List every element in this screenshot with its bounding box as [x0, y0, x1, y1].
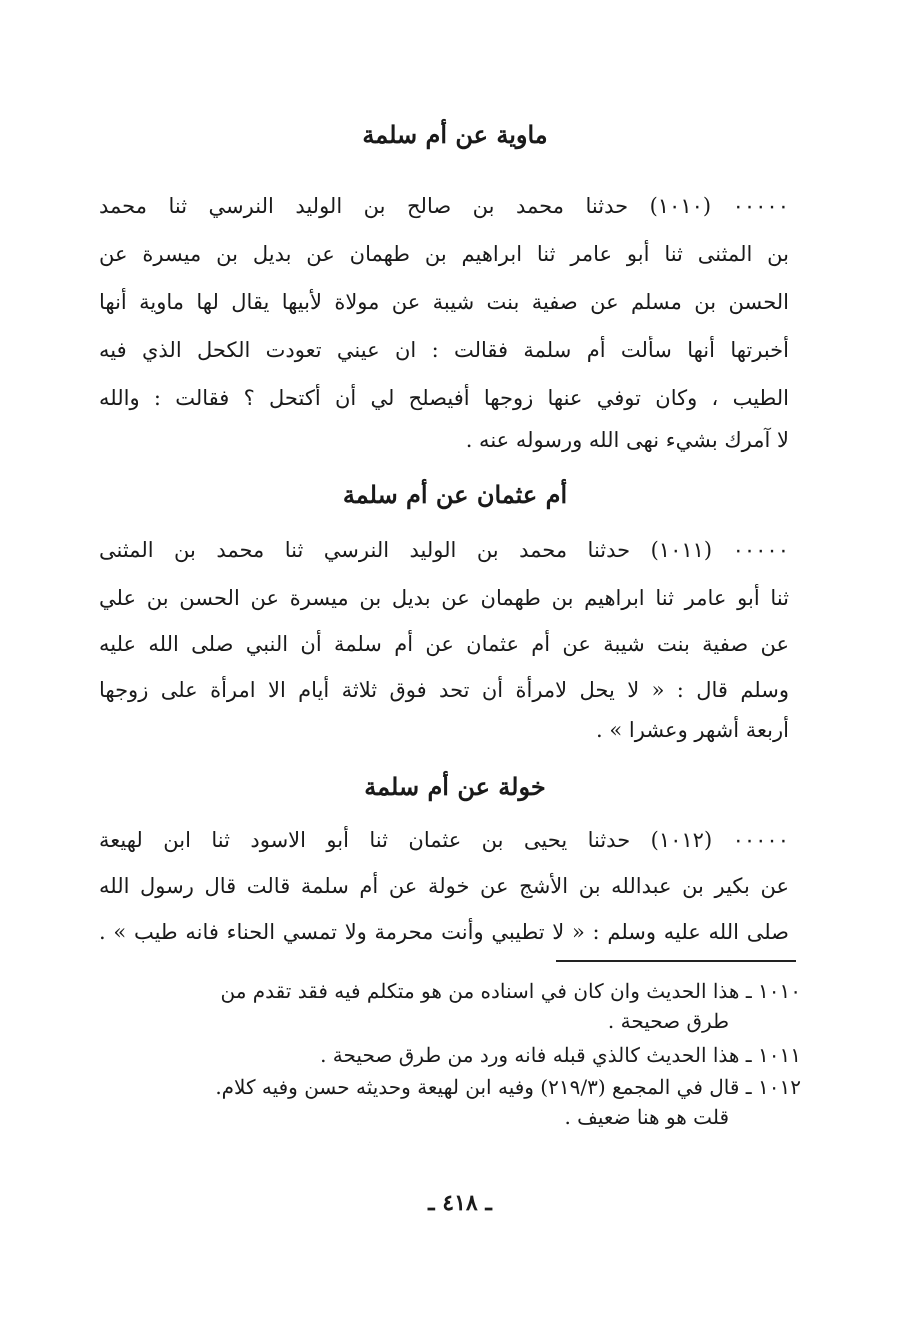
page-number: ـ ٤١٨ ـ: [428, 1190, 492, 1216]
section-title-khawla: خولة عن أم سلمة: [364, 772, 546, 801]
footnote-1010-line-1: ١٠١٠ ـ هذا الحديث وان كان في اسناده من هو متكلم فيه فقد تقدم من: [220, 979, 801, 1003]
section-title-mawiya: ماوية عن أم سلمة: [362, 120, 548, 149]
footnote-1012-line-1: ١٠١٢ ـ قال في المجمع (٢١٩/٣) وفيه ابن لهيعة وحديثه حسن وفيه كلام.: [215, 1075, 801, 1099]
hadith-1012-line-3: صلى الله عليه وسلم : « لا تطيبي وأنت محرمة ولا تمسي الحناء فانه طيب » .: [99, 920, 789, 944]
hadith-1010-line-4: أخبرتها أنها سألت أم سلمة فقالت : ان عيني تعودت الكحل الذي فيه: [99, 338, 789, 362]
hadith-1010-line-5: الطيب ، وكان توفي عنها زوجها أفيصلح لي أن أكتحل ؟ فقالت : والله: [99, 386, 789, 410]
hadith-1011-line-2: ثنا أبو عامر ثنا ابراهيم بن طهمان عن بديل بن ميسرة عن الحسن بن علي: [99, 586, 789, 610]
hadith-1010-line-2: بن المثنى ثنا أبو عامر ثنا ابراهيم بن طهمان عن بديل بن ميسرة عن: [99, 242, 789, 266]
hadith-1011-line-4: وسلم قال : « لا يحل لامرأة أن تحد فوق ثلاثة أيام الا امرأة على زوجها: [99, 678, 789, 702]
footnote-separator: [556, 960, 796, 962]
footnote-1010-line-2: طرق صحيحة .: [607, 1009, 729, 1033]
hadith-1010-line-3: الحسن بن مسلم عن صفية بنت شيبة عن مولاة لأبيها يقال لها ماوية أنها: [99, 290, 789, 314]
footnote-1011: ١٠١١ ـ هذا الحديث كالذي قبله فانه ورد من طرق صحيحة .: [320, 1043, 801, 1067]
hadith-1012-line-2: عن بكير بن عبدالله بن الأشج عن خولة عن أم سلمة قالت قال رسول الله: [99, 874, 789, 898]
footnote-1012-line-2: قلت هو هنا ضعيف .: [564, 1105, 729, 1129]
hadith-1011-line-3: عن صفية بنت شيبة عن أم عثمان عن أم سلمة أن النبي صلى الله عليه: [99, 632, 789, 656]
hadith-1011-line-1: ٠٠٠٠٠ (١٠١١) حدثنا محمد بن الوليد النرسي ثنا محمد بن المثنى: [99, 538, 789, 562]
hadith-1012-line-1: ٠٠٠٠٠ (١٠١٢) حدثنا يحيى بن عثمان ثنا أبو الاسود ثنا ابن لهيعة: [99, 828, 789, 852]
hadith-1010-line-6: لا آمرك بشيء نهى الله ورسوله عنه .: [465, 428, 789, 452]
hadith-1010-line-1: ٠٠٠٠٠ (١٠١٠) حدثنا محمد بن صالح بن الوليد النرسي ثنا محمد: [99, 194, 789, 218]
hadith-1011-line-5: أربعة أشهر وعشرا » .: [596, 718, 789, 742]
section-title-umm-uthman: أم عثمان عن أم سلمة: [342, 480, 568, 509]
